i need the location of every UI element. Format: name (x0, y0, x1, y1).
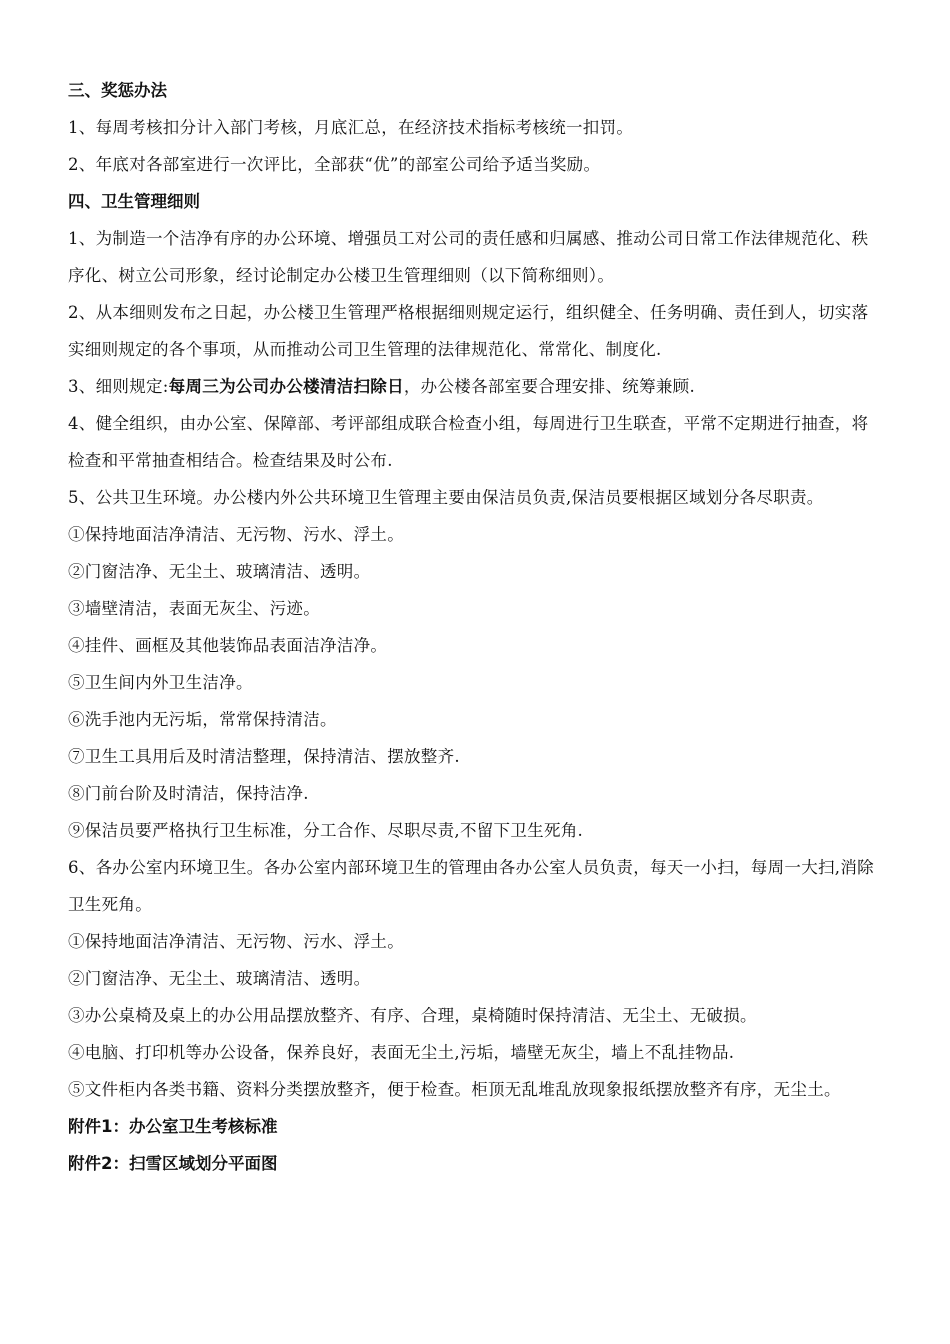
section-heading-hygiene: 四、卫生管理细则 (68, 192, 200, 211)
hygiene-item-4: 4、健全组织，由办公室、保障部、考评部组成联合检查小组，每周进行卫生联查，平常不定期进行抽查，将检查和平常抽查相结合。检查结果及时公布. (68, 414, 869, 470)
public-rule-2: ②门窗洁净、无尘土、玻璃清洁、透明。 (68, 562, 371, 581)
hygiene-item-3 (68, 368, 884, 405)
public-rule-4: ④挂件、画框及其他装饰品表面洁净洁净。 (68, 636, 388, 655)
hygiene-item-3-prefix: 3、细则规定: (68, 377, 169, 396)
public-rule-9: ⑨保洁员要严格执行卫生标准，分工合作、尽职尽责,不留下卫生死角. (68, 821, 584, 840)
attachment-1: 附件1：办公室卫生考核标准 (68, 1117, 278, 1136)
public-rule-5: ⑤卫生间内外卫生洁净。 (68, 673, 253, 692)
document-page (68, 72, 884, 1182)
hygiene-item-3-suffix: ，办公楼各部室要合理安排、统筹兼顾. (403, 377, 696, 396)
public-rule-1: ①保持地面洁净清洁、无污物、污水、浮土。 (68, 525, 404, 544)
public-rule-6: ⑥洗手池内无污垢，常常保持清洁。 (68, 710, 337, 729)
public-rule-8: ⑧门前台阶及时清洁，保持洁净. (68, 784, 309, 803)
attachment-2: 附件2：扫雪区域划分平面图 (68, 1154, 278, 1173)
reward-item-2: 2、年底对各部室进行一次评比，全部获“优”的部室公司给予适当奖励。 (68, 155, 601, 174)
reward-item-1: 1、每周考核扣分计入部门考核，月底汇总，在经济技术指标考核统一扣罚。 (68, 118, 634, 137)
hygiene-item-5: 5、公共卫生环境。办公楼内外公共环境卫生管理主要由保洁员负责,保洁员要根据区域划分各尽职责。 (68, 488, 824, 507)
office-rule-5: ⑤文件柜内各类书籍、资料分类摆放整齐，便于检查。柜顶无乱堆乱放现象报纸摆放整齐有序，无尘土。 (68, 1080, 841, 1099)
office-rule-2: ②门窗洁净、无尘土、玻璃清洁、透明。 (68, 969, 371, 988)
hygiene-item-3-emphasis: 每周三为公司办公楼清洁扫除日 (168, 377, 404, 396)
office-rule-1: ①保持地面洁净清洁、无污物、污水、浮土。 (68, 932, 404, 951)
public-rule-7: ⑦卫生工具用后及时清洁整理，保持清洁、摆放整齐. (68, 747, 460, 766)
public-rule-3: ③墙壁清洁，表面无灰尘、污迹。 (68, 599, 320, 618)
hygiene-item-2: 2、从本细则发布之日起，办公楼卫生管理严格根据细则规定运行，组织健全、任务明确、责任到人，切实落实细则规定的各个事项，从而推动公司卫生管理的法律规范化、常常化、制度化. (68, 303, 869, 359)
office-rule-4: ④电脑、打印机等办公设备，保养良好，表面无尘土,污垢，墙壁无灰尘，墙上不乱挂物品. (68, 1043, 735, 1062)
hygiene-item-1: 1、为制造一个洁净有序的办公环境、增强员工对公司的责任感和归属感、推动公司日常工作法律规范化、秩序化、树立公司形象，经讨论制定办公楼卫生管理细则（以下简称细则）。 (68, 229, 869, 285)
section-heading-reward: 三、奖惩办法 (68, 81, 167, 100)
hygiene-item-6: 6、各办公室内环境卫生。各办公室内部环境卫生的管理由各办公室人员负责，每天一小扫，每周一大扫,消除卫生死角。 (68, 858, 874, 914)
office-rule-3: ③办公桌椅及桌上的办公用品摆放整齐、有序、合理，桌椅随时保持清洁、无尘土、无破损。 (68, 1006, 757, 1025)
